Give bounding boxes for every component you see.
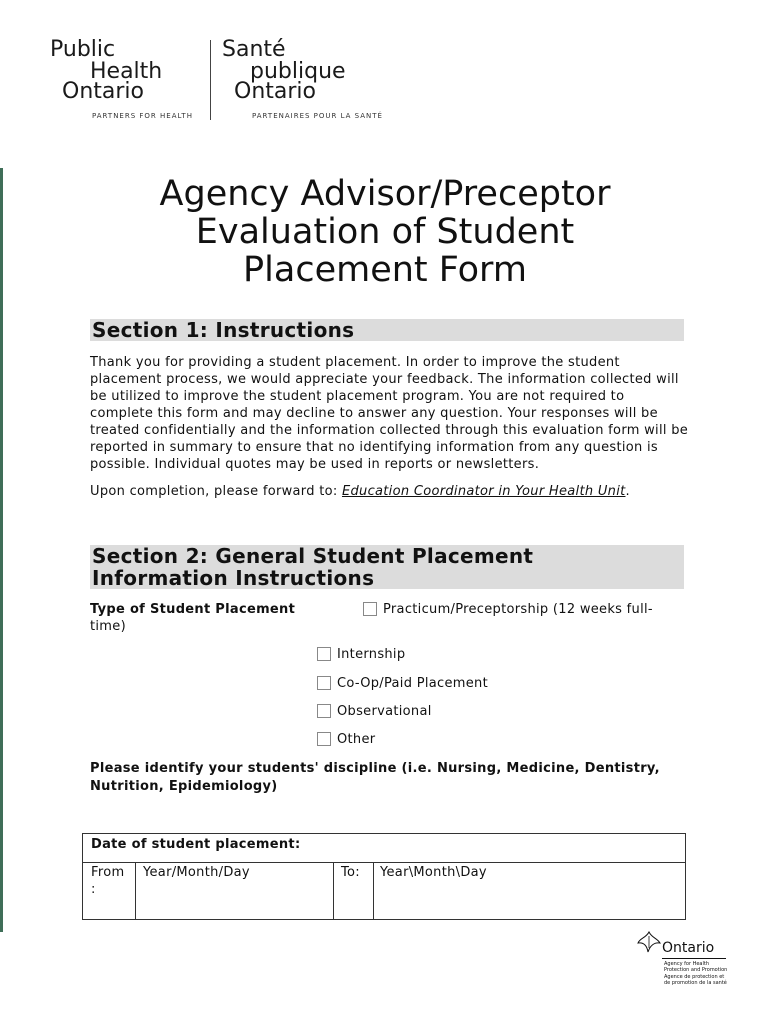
from-date-field[interactable]: Year/Month/Day [143, 865, 250, 880]
ontario-underline [662, 958, 726, 959]
section2-heading-line2: Information Instructions [92, 566, 375, 590]
discipline-prompt: Please identify your students' discipline (i.e. Nursing, Medicine, Dentistry, Nutrition, Epidemiology) [90, 761, 660, 794]
ontario-wordmark: Ontario [662, 940, 715, 956]
date-table-col-divider-3 [373, 862, 374, 920]
ontario-agency-line4: de promotion de la santé [664, 980, 727, 986]
instructions-paragraph: Thank you for providing a student placement. In order to improve the student placement process, we would appreciate your feedback. The information collected will be utilized to improve the student placement program. You are not required to complete this form and may decline to answer any question. Your responses will be treated confidentially and the information collected through this evaluation form will be reported in summary to ensure that no identifying information from any question is possible. Individual quotes may be used in reports or newsletters. [90, 355, 689, 472]
form-title-line1: Agency Advisor/Preceptor [159, 174, 611, 214]
education-coordinator-link[interactable]: Education Coordinator in Your Health Unit [341, 484, 626, 499]
date-table-heading: Date of student placement: [91, 837, 301, 852]
logo-divider [210, 40, 211, 120]
logo-en-tagline: PARTNERS FOR HEALTH [92, 112, 193, 120]
from-label-colon: : [91, 882, 96, 897]
date-table-col-divider-2 [333, 862, 334, 920]
trillium-icon [636, 930, 662, 956]
logo-en-line2: Health [90, 59, 163, 84]
from-label-text: From [91, 865, 125, 880]
to-date-field[interactable]: Year\Month\Day [380, 865, 487, 880]
ontario-agency-line1: Agency for Health [664, 961, 710, 967]
option-internship[interactable] [317, 646, 405, 663]
date-table-divider [83, 862, 685, 863]
section1-heading: Section 1: Instructions [90, 319, 684, 341]
coop-checkbox[interactable] [317, 676, 331, 690]
forward-instruction [90, 483, 690, 500]
logo-en-line3: Ontario [62, 79, 144, 104]
forward-prefix: Upon completion, please forward to: [90, 484, 342, 499]
date-table-col-divider-1 [135, 862, 136, 920]
to-label: To: [341, 865, 360, 880]
option-observational[interactable] [317, 703, 432, 720]
ontario-agency-line2: Protection and Promotion [664, 967, 728, 973]
section2-heading-line1: Section 2: General Student Placement [92, 544, 534, 568]
logo-fr-line1: Santé [222, 37, 286, 62]
section2-heading [90, 545, 684, 589]
form-title [0, 175, 770, 289]
option-other[interactable] [317, 731, 375, 748]
logo-fr-line3: Ontario [234, 79, 316, 104]
form-title-line2: Evaluation of Student [195, 212, 575, 252]
logo-en-line1: Public [50, 37, 116, 62]
option-observational-label: Observational [337, 704, 432, 719]
observational-checkbox[interactable] [317, 704, 331, 718]
option-other-label: Other [337, 732, 376, 747]
ontario-logo [636, 930, 746, 990]
option-practicum-label: Practicum/Preceptorship (12 weeks full- [383, 602, 653, 617]
option-coop[interactable] [317, 675, 488, 692]
option-practicum[interactable] [363, 601, 653, 618]
option-coop-label: Co-Op/Paid Placement [337, 676, 488, 691]
other-checkbox[interactable] [317, 732, 331, 746]
option-internship-label: Internship [337, 647, 406, 662]
placement-type-label-cont: time) [90, 619, 126, 634]
placement-date-table [82, 833, 686, 920]
logo-fr-tagline: PARTENAIRES POUR LA SANTÉ [252, 112, 383, 120]
practicum-checkbox[interactable] [363, 602, 377, 616]
placement-type-label-text: Type of Student Placement [90, 602, 296, 617]
form-title-line3: Placement Form [243, 250, 527, 290]
forward-suffix: . [625, 484, 630, 499]
logo-fr-line2: publique [250, 59, 346, 84]
internship-checkbox[interactable] [317, 647, 331, 661]
ontario-agency-line3: Agence de protection et [664, 974, 725, 980]
from-label [91, 864, 124, 898]
